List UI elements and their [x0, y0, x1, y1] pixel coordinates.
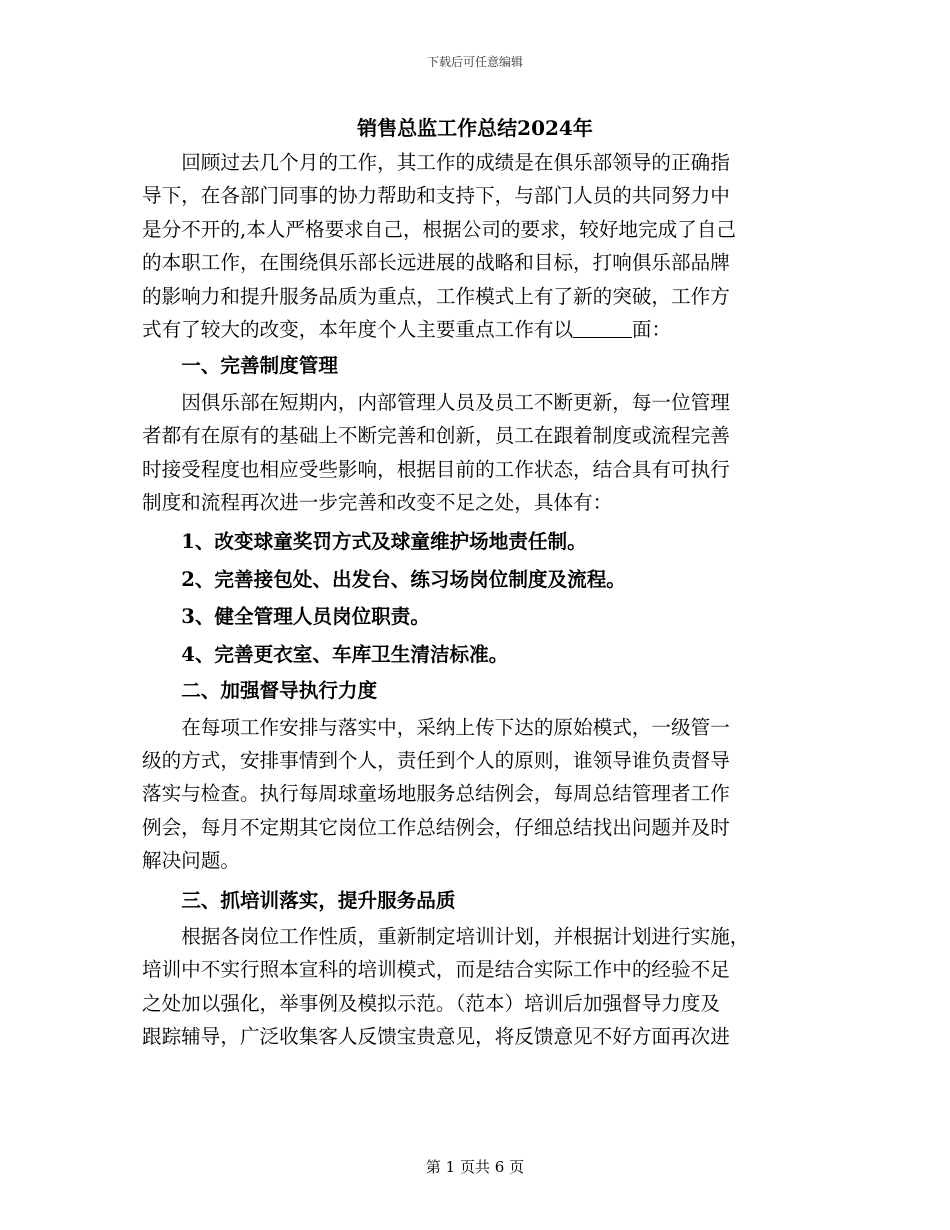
section3-line: 之处加以强化，举事例及模拟示范。（范本）培训后加强督导力度及	[142, 991, 721, 1015]
list-item: 3、健全管理人员岗位职责。	[181, 605, 430, 629]
section2-paragraph	[142, 711, 808, 878]
section-heading: 二、加强督导执行力度	[181, 679, 378, 703]
intro-line-start: 式有了较大的改变，本年度个人主要重点工作有以	[142, 318, 574, 342]
intro-line: 的本职工作，在围绕俱乐部长远进展的战略和目标，打响俱乐部品牌	[142, 251, 730, 275]
section3-line: 跟踪辅导，广泛收集客人反馈宝贵意见，将反馈意见不好方面再次进	[142, 1025, 730, 1049]
list-item: 4、完善更衣室、车库卫生清洁标准。	[181, 642, 509, 666]
intro-paragraph	[142, 146, 808, 346]
page-header: 下载后可任意编辑	[426, 55, 523, 69]
section2-line: 解决问题。	[142, 849, 240, 873]
intro-line-with-blank	[142, 313, 808, 346]
intro-line: 的影响力和提升服务品质为重点，工作模式上有了新的突破，工作方	[142, 284, 730, 308]
section2-line: 级的方式，安排事情到个人，责任到个人的原则，谁领导谁负责督导	[142, 748, 730, 772]
section1-line: 时接受程度也相应受些影响，根据目前的工作状态，结合具有可执行	[142, 457, 730, 481]
intro-line: 导下，在各部门同事的协力帮助和支持下，与部门人员的共同努力中	[142, 184, 730, 208]
section2-line: 例会，每月不定期其它岗位工作总结例会，仔细总结找出问题并及时	[142, 815, 730, 839]
section1-paragraph	[142, 386, 808, 520]
section-heading: 一、完善制度管理	[181, 354, 338, 378]
page-footer: 第 1 页共 6 页	[425, 1158, 525, 1176]
fill-blank	[573, 317, 632, 338]
section3-paragraph	[142, 920, 808, 1054]
intro-line: 回顾过去几个月的工作，其工作的成绩是在俱乐部领导的正确指	[181, 151, 730, 174]
list-item: 2、完善接包处、出发台、练习场岗位制度及流程。	[181, 567, 626, 591]
intro-line: 是分不开的,本人严格要求自己，根据公司的要求，较好地完成了自己	[142, 217, 737, 241]
section3-line: 根据各岗位工作性质，重新制定培训计划，并根据计划进行实施，	[181, 924, 750, 948]
section1-line: 因俱乐部在短期内，内部管理人员及员工不断更新，每一位管理	[181, 390, 730, 414]
section2-line: 在每项工作安排与落实中，采纳上传下达的原始模式，一级管一	[181, 715, 730, 739]
document-body	[142, 112, 808, 1054]
section2-line: 落实与检查。执行每周球童场地服务总结例会，每周总结管理者工作	[142, 782, 730, 806]
list-item: 1、改变球童奖罚方式及球童维护场地责任制。	[181, 530, 587, 554]
section3-line: 培训中不实行照本宣科的培训模式，而是结合实际工作中的经验不足	[142, 958, 730, 982]
section-heading: 三、抓培训落实，提升服务品质	[181, 888, 456, 912]
section1-line: 制度和流程再次进一步完善和改变不足之处，具体有：	[142, 491, 613, 515]
section1-line: 者都有在原有的基础上不断完善和创新，员工在跟着制度或流程完善	[142, 424, 730, 448]
document-title: 销售总监工作总结2024年	[357, 116, 593, 140]
intro-line-end: 面：	[631, 318, 672, 342]
